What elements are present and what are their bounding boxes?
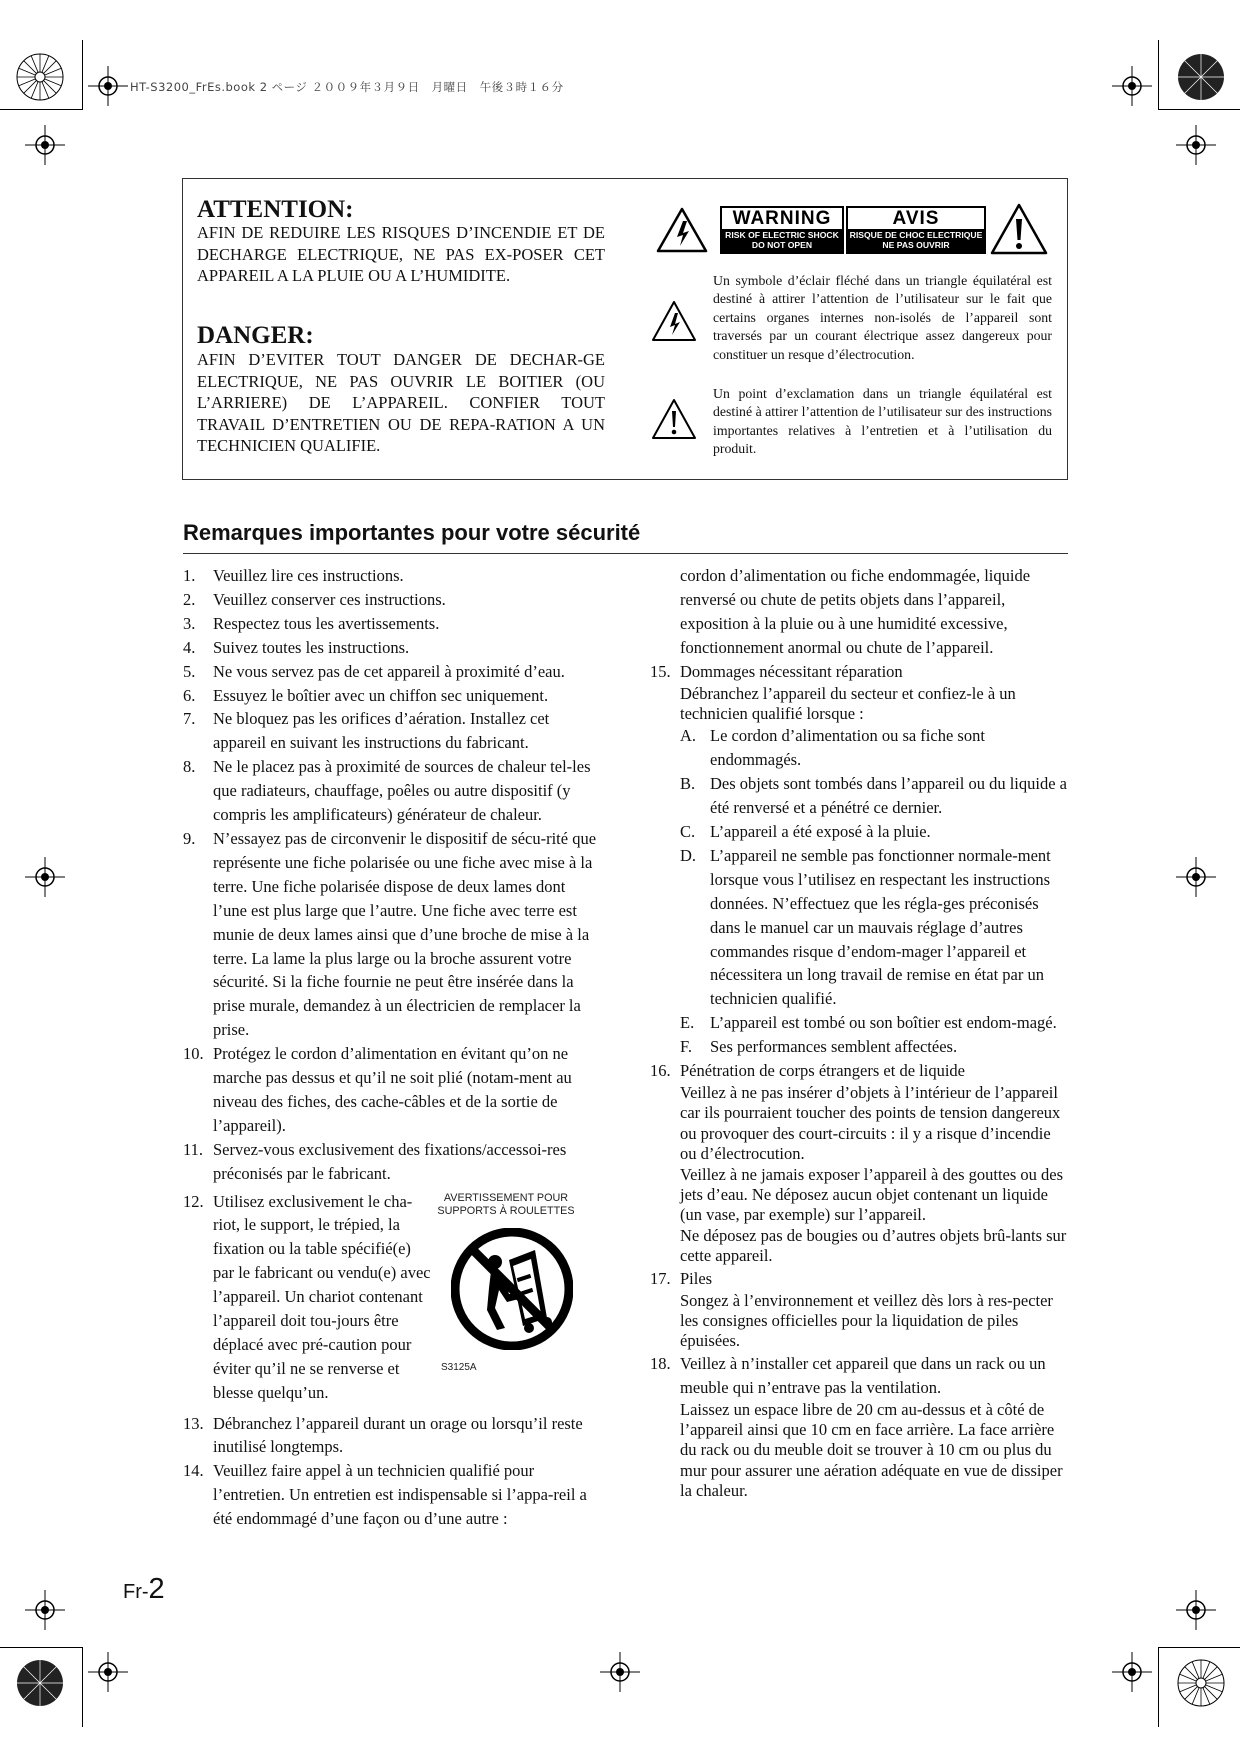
avis-label-title: AVIS	[848, 208, 984, 229]
sub-list-item: F. Ses performances semblent affectées.	[680, 1037, 958, 1057]
list-item: 6. Essuyez le boîtier avec un chiffon sec uniquement.	[183, 685, 549, 705]
item-16-paragraph: Ne déposez pas de bougies ou d’autres objets brû-lants sur cette appareil.	[680, 1225, 1067, 1266]
danger-title: DANGER:	[197, 322, 314, 349]
cart-tip-over-warning-icon	[451, 1228, 573, 1350]
corner-filled-target-icon	[15, 1658, 65, 1708]
section-rule	[183, 553, 1068, 554]
list-item: 16. Pénétration de corps étrangers et de liquide	[650, 1061, 965, 1081]
warning-label-sub2: DO NOT OPEN	[751, 240, 813, 250]
danger-text: AFIN D’EVITER TOUT DANGER DE DECHAR-GE ELECTRIQUE, NE PAS OUVRIR LE BOITIER (OU L’ARRIERE) DE L’APPAREIL. CONFIER TOUT TRAVAIL D’ENTRETIEN OU DE REPA-RATION A UN TECHNICIEN QUALIFIE.	[197, 350, 605, 455]
list-item: 11. Servez-vous exclusivement des fixations/accessoi-res préconisés par le fabricant.	[183, 1139, 567, 1183]
list-item: 17. Piles	[650, 1268, 713, 1288]
lightning-triangle-icon	[651, 300, 697, 342]
warning-label-title: WARNING	[722, 208, 842, 229]
cart-figure-code: S3125A	[441, 1361, 477, 1373]
crosshair-mark-icon	[1112, 1652, 1152, 1692]
cart-warning-caption: AVERTISSEMENT POUR SUPPORTS À ROULETTES	[437, 1191, 575, 1217]
corner-starburst-icon	[1176, 1658, 1226, 1708]
sub-list-item: B. Des objets sont tombés dans l’appareil ou du liquide a été renversé et a pénétré ce dernier.	[680, 774, 1067, 818]
crosshair-mark-icon	[1112, 66, 1152, 106]
list-item: 15. Dommages nécessitant réparation	[650, 661, 903, 681]
list-item: 8. Ne le placez pas à proximité de sources de chaleur tel-les que radiateurs, chauffage, poêles ou autre dispositif (y compris les amplificateurs) générateur de chaleur.	[183, 757, 591, 825]
list-item: 14. Veuillez faire appel à un technicien qualifié pour l’entretien. Un entretien est indispensable si l’appa-reil a été endommagé d’une façon ou d’une autre :	[183, 1461, 587, 1529]
exclamation-triangle-icon	[990, 203, 1048, 255]
crosshair-mark-icon	[88, 1652, 128, 1692]
list-item: 18. Veillez à n’installer cet appareil que dans un rack ou un meuble qui n’entrave pas la ventilation.	[650, 1353, 1046, 1397]
sub-list-item: D. L’appareil ne semble pas fonctionner normale-ment lorsque vous l’utilisez en respectant les instructions données. N’effectuez que les régla-ges préconisés dans le manuel car un mauvais réglage d’autres commandes risque d’endom-mager l’appareil et nécessitera un long travail de remise en état par un technicien qualifié.	[680, 845, 1051, 1009]
left-column	[183, 564, 601, 1531]
avis-label	[846, 206, 986, 254]
lightning-symbol-text: Un symbole d’éclair fléché dans un triangle équilatéral est destiné à attirer l’attention de l’utilisateur sur le fait que certains organes internes non-isolés de l’appareil sont traversés par un courant électrique assez dangereux pour constituer un resque d’électrocution.	[713, 273, 1052, 362]
item-16-paragraph: Veillez à ne pas insérer d’objets à l’intérieur de l’appareil car ils pourraient toucher des points de tension dangereux ou provoquer des court-circuits : il y a risque d’incendie ou d’électrocution.	[680, 1082, 1061, 1164]
corner-starburst-icon	[15, 52, 65, 102]
sub-list-item: C. L’appareil a été exposé à la pluie.	[680, 821, 931, 841]
crosshair-mark-icon	[88, 66, 128, 106]
right-column	[650, 564, 1068, 1502]
list-item: 4. Suivez toutes les instructions.	[183, 637, 410, 657]
crosshair-mark-icon	[25, 857, 65, 897]
exclamation-triangle-icon	[651, 398, 697, 440]
warning-label-sub1: RISK OF ELECTRIC SHOCK	[725, 230, 839, 240]
attention-text: AFIN DE REDUIRE LES RISQUES D’INCENDIE ET DE DECHARGE ELECTRIQUE, NE PAS EX-POSER CET APPAREIL A LA PLUIE OU A L’HUMIDITE.	[197, 223, 605, 285]
crosshair-mark-icon	[600, 1652, 640, 1692]
item-18-paragraph: Laissez un espace libre de 20 cm au-dessus et à côté de l’appareil ainsi que 10 cm en face arrière. La face arrière du rack ou du meuble doit se trouver à 10 cm ou plus du mur pour assurer une aération adéquate en vue de dissiper la chaleur.	[680, 1399, 1063, 1501]
list-item: 12. Utilisez exclusivement le cha-riot, le support, le trépied, la fixation ou la table spécifié(e) par le fabricant ou vendu(e) avec l’appareil. Un chariot contenant l’appareil doit tou-jours être déplacé avec pré-caution pour éviter qu’il ne se renverse et blesse quelqu’un.	[183, 1191, 431, 1402]
item-12-block	[183, 1190, 601, 1412]
print-header-meta: HT-S3200_FrEs.book 2 ページ ２００９年３月９日 月曜日 午後３時１６分	[130, 80, 564, 94]
list-item: 9. N’essayez pas de circonvenir le dispositif de sécu-rité que représente une fiche polarisée ou une fiche avec mise à la terre. Une fiche polarisée dispose de deux lames dont l’une est plus large que l’autre. Une fiche avec terre est munie de deux lames ainsi que d’une broche de mise à la terre. La lame la plus large ou la broche assurent votre sécurité. Si la fiche fournie ne peut être insérée dans la prise murale, demandez à un électricien de remplacer la prise.	[183, 828, 597, 1040]
corner-filled-target-icon	[1176, 52, 1226, 102]
crosshair-mark-icon	[1176, 125, 1216, 165]
list-item: 13. Débranchez l’appareil durant un orage ou lorsqu’il reste inutilisé longtemps.	[183, 1413, 583, 1457]
list-item: 10. Protégez le cordon d’alimentation en évitant qu’on ne marche pas dessus et qu’il ne soit plié (notam-ment au niveau des fiches, des cache-câbles et de la sortie de l’appareil).	[183, 1044, 572, 1135]
item-16-paragraph: Veillez à ne jamais exposer l’appareil à des gouttes ou des jets d’eau. Ne déposez aucun objet contenant un liquide (un vase, par exemple) sur l’appareil.	[680, 1164, 1064, 1225]
exclamation-symbol-text: Un point d’exclamation dans un triangle équilatéral est destiné à attirer l’attention de l’utilisateur sur des instructions importantes relatives à l’entretien et à l’utilisation du produit.	[713, 386, 1052, 457]
crosshair-mark-icon	[25, 125, 65, 165]
list-item: 2. Veuillez conserver ces instructions.	[183, 589, 446, 609]
sub-list-item: A. Le cordon d’alimentation ou sa fiche sont endommagés.	[680, 726, 985, 770]
list-item: 5. Ne vous servez pas de cet appareil à proximité d’eau.	[183, 661, 565, 681]
crosshair-mark-icon	[1176, 857, 1216, 897]
item-15-intro: Débranchez l’appareil du secteur et confiez-le à un technicien qualifié lorsque :	[680, 683, 1016, 723]
page-number: Fr-2	[123, 1573, 165, 1605]
list-item: 3. Respectez tous les avertissements.	[183, 613, 440, 633]
avis-label-sub1: RISQUE DE CHOC ELECTRIQUE	[849, 230, 983, 240]
warning-label	[720, 206, 844, 254]
item-17-paragraph: Songez à l’environnement et veillez dès lors à res-pecter les consignes officielles pour la liquidation de piles épuisées.	[680, 1290, 1053, 1351]
list-item: 1. Veuillez lire ces instructions.	[183, 566, 404, 585]
attention-title: ATTENTION:	[197, 196, 354, 223]
list-item: 7. Ne bloquez pas les orifices d’aération. Installez cet appareil en suivant les instructions du fabricant.	[183, 709, 550, 753]
section-title: Remarques importantes pour votre sécurité	[183, 520, 641, 545]
lightning-triangle-icon	[656, 207, 708, 253]
avis-label-sub2: NE PAS OUVRIR	[882, 240, 950, 250]
crosshair-mark-icon	[1176, 1590, 1216, 1630]
sub-list-item: E. L’appareil est tombé ou son boîtier est endom-magé.	[680, 1013, 1057, 1033]
item-14-continued: cordon d’alimentation ou fiche endommagée, liquide renversé ou chute de petits objets dans l’appareil, exposition à la pluie ou à une humidité excessive, fonctionnement anormal ou chute de l’appareil.	[680, 566, 1031, 657]
crosshair-mark-icon	[25, 1590, 65, 1630]
